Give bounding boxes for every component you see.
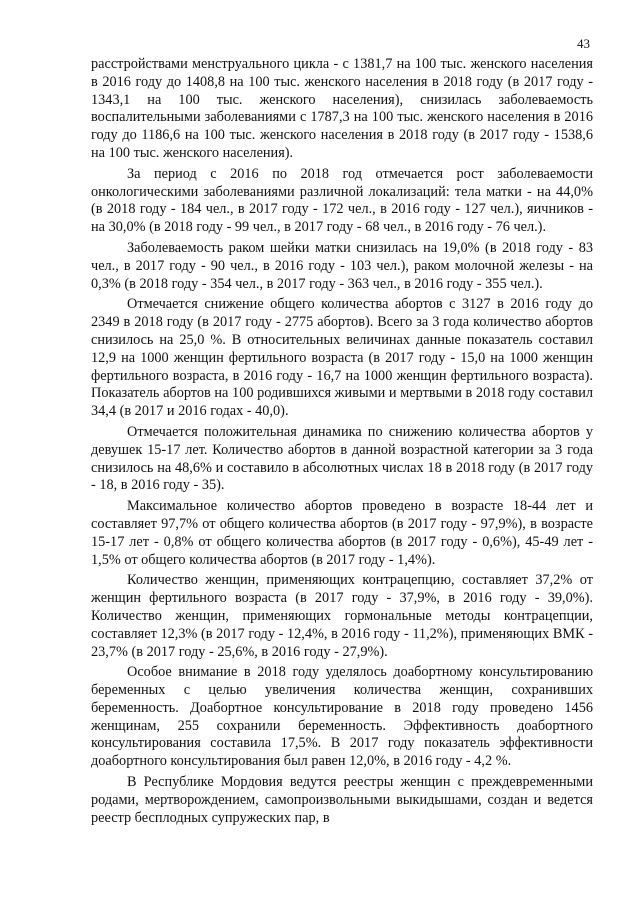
- paragraph-abortion-age-groups: Максимальное количество абортов проведено в возрасте 18-44 лет и составляет 97,7% от общего количества абортов (в 2017 году - 97,9%), в возрасте 15-17 лет - 0,8% от общего количества абортов (в 2017 году - 0,6%), 45-49 лет - 1,5% от общего количества абортов (в 2017 году - 1,4%).: [91, 498, 593, 568]
- paragraph-oncology-growth: За период с 2016 по 2018 год отмечается рост заболеваемости онкологическими заболеваниями различной локализаций: тела матки - на 44,0% (в 2018 году - 184 чел., в 2017 году - 172 чел., в 2016 году - 127 чел.), яичников - на 30,0% (в 2018 году - 99 чел., в 2017 году - 68 чел., в 2016 году - 76 чел.).: [91, 165, 593, 236]
- paragraph-teen-abortions: Отмечается положительная динамика по снижению количества абортов у девушек 15-17 лет. Количество абортов в данной возрастной категории за 3 года снизилось на 48,6% и составило в абсолютных числах 18 в 2018 году (в 2017 году - 18, в 2016 году - 35).: [91, 423, 593, 494]
- paragraph-registries: В Республике Мордовия ведутся реестры женщин с преждевременными родами, мертворождением, самопроизвольными выкидышами, создан и ведется реестр бесплодных супружеских пар, в: [91, 774, 593, 826]
- body-text: [91, 56, 593, 830]
- paragraph-pre-abortion-counseling: Особое внимание в 2018 году уделялось доабортному консультированию беременных с целью увеличения количества женщин, сохранивших беременность. Доабортное консультирование в 2018 году проведено 1456 женщинам, 255 сохранили беременность. Эффективность доабортного консультирования составила 17,5%. В 2017 году показатель эффективности доабортного консультирования был равен 12,0%, в 2016 году - 4,2 %.: [91, 664, 593, 770]
- page-number: 43: [577, 36, 590, 51]
- paragraph-cervical-breast-cancer: Заболеваемость раком шейки матки снизилась на 19,0% (в 2018 году - 83 чел., в 2017 году - 90 чел., в 2016 году - 103 чел.), раком молочной железы - на 0,3% (в 2018 году - 354 чел., в 2017 году - 363 чел., в 2016 году - 355 чел.).: [91, 239, 593, 292]
- paragraph-gynecological-morbidity: расстройствами менструального цикла - с 1381,7 на 100 тыс. женского населения в 2016 году до 1408,8 на 100 тыс. женского населения в 2018 году (в 2017 году - 1343,1 на 100 тыс. женского населения), снизилась заболеваемость воспалительными заболеваниями с 1787,3 на 100 тыс. женского населения в 2016 году до 1186,6 на 100 тыс. женского населения в 2018 году (в 2017 году - 1538,6 на 100 тыс. женского населения).: [91, 56, 593, 161]
- paragraph-contraception: Количество женщин, применяющих контрацепцию, составляет 37,2% от женщин фертильного возраста (в 2017 году - 37,9%, в 2016 году - 39,0%). Количество женщин, применяющих гормональные методы контрацепции, составляет 12,3% (в 2017 году - 12,4%, в 2016 году - 11,2%), применяющих ВМК - 23,7% (в 2017 году - 25,6%, в 2016 году - 27,9%).: [91, 572, 593, 660]
- paragraph-abortion-decline: Отмечается снижение общего количества абортов с 3127 в 2016 году до 2349 в 2018 году (в 2017 году - 2775 абортов). Всего за 3 года количество абортов снизилось на 25,0 %. В относительных величинах данные показатель составил 12,9 на 1000 женщин фертильного возраста (в 2017 году - 15,0 на 1000 женщин фертильного возраста, в 2016 году - 16,7 на 1000 женщин фертильного возраста). Показатель абортов на 100 родившихся живыми и мертвыми в 2018 году составил 34,4 (в 2017 и 2016 годах - 40,0).: [91, 296, 593, 420]
